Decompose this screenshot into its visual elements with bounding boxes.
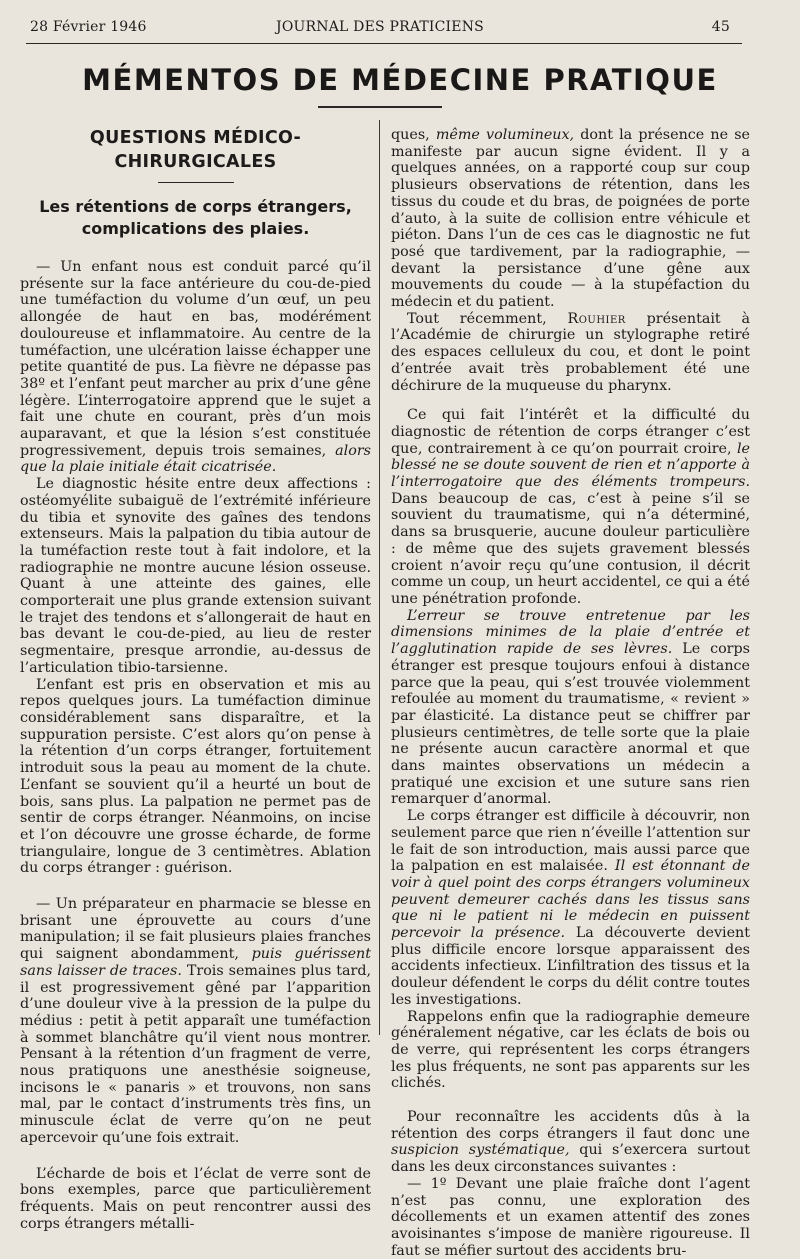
- paragraph: L’erreur se trouve entretenue par les dimensions minimes de la plaie d’entrée et l’agglutination rapide de ses lèvres. Le corps étranger est presque toujours enfoui à distance parce que la peau, qui s’est trouvée violemment refoulée au moment du traumatisme, « revient » par élasticité. La distance peut se chiffrer par plusieurs centimètres, de telle sorte que la plaie ne présente aucun caractère anormal et que dans maintes observations un médecin a pratiqué une excision et une suture sans rien remarquer d’anormal.: [391, 607, 751, 808]
- paragraph: Tout récemment, Rouhier présentait à l’Académie de chirurgie un stylographe retiré des espaces celluleux du cou, et dont le point d’entrée avait très probablement été une déchirure de la muqueuse du pharynx.: [391, 310, 751, 394]
- column-divider: [379, 120, 380, 1035]
- right-column: [391, 127, 750, 1259]
- left-column: [20, 122, 371, 1232]
- paragraph: Rappelons enfin que la radiographie demeure généralement négative, car les éclats de bois ou de verre, qui représentent les corps étrangers les plus fréquents, ne sont pas apparents sur les clichés.: [391, 1008, 750, 1092]
- paragraph: Le diagnostic hésite entre deux affections : ostéomyélite subaiguë de l’extrémité inférieure du tibia et synovite des gaînes des tendons extenseurs. Mais la palpation du tibia autour de la tuméfaction reste tout à fait indolore, et la radiographie ne montre aucune lésion osseuse. Quant à une atteinte des gaines, elle comporterait une plus grande extension suivant le trajet des tendons et s’allongerait de haut en bas devant le cou-de-pied, au lieu de rester segmentaire, presque arrondie, au-dessus de l’articulation tibio-tarsienne.: [20, 476, 371, 676]
- paragraph: — Un préparateur en pharmacie se blesse en brisant une éprouvette au cours d’une manipulation; il se fait plusieurs plaies franches qui saignent abondamment, puis guérissent sans laisser de traces. Trois semaines plus tard, il est progressivement gêné par l’apparition d’une douleur vive à la pression de la pulpe du médius : petit à petit apparaît une tuméfaction à sommet blanchâtre qu’il vient nous montrer. Pensant à la rétention d’un fragment de verre, nous pratiquons une anesthésie soigneuse, incisons le « panaris » et trouvons, non sans mal, par le contact d’instruments très fins, un minuscule éclat de verre qu’on ne peut apercevoir qu’une fois extrait.: [20, 896, 372, 1146]
- paragraph: L’écharde de bois et l’éclat de verre sont de bons exemples, parce que particulièrement fréquents. Mais on peut rencontrer aussi des corps étrangers métalli-: [20, 1165, 371, 1232]
- paragraph: Le corps étranger est difficile à découvrir, non seulement parce que rien n’éveille l’attention sur le fait de son introduction, mais aussi parce que la palpation en est malaisée. Il est étonnant de voir à quel point des corps étrangers volumineux peuvent demeurer cachés dans les tissus sans que ni le patient ni le médecin en puissent percevoir la présence. La découverte devient plus difficile encore lorsque apparaissent des accidents infectieux. L’infiltration des tissus et la douleur défendent le corps du délit contre toutes les investigations.: [391, 808, 751, 1008]
- issue-date: 28 Février 1946: [30, 19, 147, 35]
- paragraph: Pour reconnaître les accidents dûs à la rétention des corps étrangers il faut donc une suspicion systématique, qui s’exercera surtout dans les deux circonstances suivantes :: [391, 1109, 750, 1176]
- paragraph: L’enfant est pris en observation et mis au repos quelques jours. La tuméfaction diminue considérablement sans disparaître, et la suppuration persiste. C’est alors qu’on pense à la rétention d’un corps étranger, fortuitement introduit sous la peau au moment de la chute. L’enfant se souvient qu’il a heurté un bout de bois, sans plus. La palpation ne permet pas de sentir de corps étranger. Néanmoins, on incise et l’on découvre une grosse écharde, de forme triangulaire, longue de 3 centimètres. Ablation du corps étranger : guérison.: [20, 676, 371, 877]
- author-name: Rouhier: [567, 310, 626, 327]
- title-rule: [318, 106, 442, 108]
- journal-name: JOURNAL DES PRATICIENS: [276, 19, 484, 35]
- header-rule: [26, 43, 742, 44]
- running-header: [30, 17, 730, 39]
- section-title: QUESTIONS MÉDICO-CHIRURGICALES: [89, 128, 302, 172]
- article-title: Les rétentions de corps étrangers, complications des plaies.: [39, 197, 352, 238]
- paragraph: — Un enfant nous est conduit parcé qu’il présente sur la face antérieure du cou-de-pied une tuméfaction du volume d’un œuf, un peu allongée de haut en bas, modérément douloureuse et inflammatoire. Au centre de la tuméfaction, une ulcération laisse échapper une petite quantité de pus. La fièvre ne dépasse pas 38º et l’enfant peut marcher au prix d’une gêne légère. L’interrogatoire apprend que le sujet a fait une chute en courant, près d’un mois auparavant, et que la lésion s’est constituée progressivement, depuis trois semaines, alors que la plaie initiale était cicatrisée.: [20, 259, 371, 476]
- paragraph: Ce qui fait l’intérêt et la difficulté du diagnostic de rétention de corps étranger c’est que, contrairement à ce qu’on pourrait croire, le blessé ne se doute souvent de rien et n’apporte à l’interrogatoire que des éléments trompeurs. Dans beaucoup de cas, c’est à peine s’il se souvient du traumatisme, qui n’a déterminé, dans sa brusquerie, aucune douleur particulière : de même que des sujets gravement blessés croient n’avoir reçu qu’une contusion, il décrit comme un coup, un heurt accidentel, ce qui a été une pénétration profonde.: [391, 407, 751, 607]
- paragraph: — 1º Devant une plaie fraîche dont l’agent n’est pas connu, une exploration des décollements et un examen attentif des zones avoisinantes s’impose de manière rigoureuse. Il faut se méfier surtout des accidents bru-: [391, 1175, 750, 1259]
- page-number: 45: [711, 19, 730, 35]
- page-title: MÉMENTOS DE MÉDECINE PRATIQUE: [82, 63, 718, 97]
- section-rule: [158, 182, 234, 183]
- paragraph: ques, même volumineux, dont la présence ne se manifeste par aucun signe évident. Il y a quelques années, on a rapporté coup sur coup plusieurs observations de rétention, dans les tissus du coude et du bras, de poignées de porte d’auto, à la suite de collision entre véhicule et piéton. Dans l’un de ces cas le diagnostic ne fut posé que tardivement, par la radiographie, — devant la persistance d’une gêne aux mouvements du coude — à la stupéfaction du médecin et du patient.: [391, 127, 750, 311]
